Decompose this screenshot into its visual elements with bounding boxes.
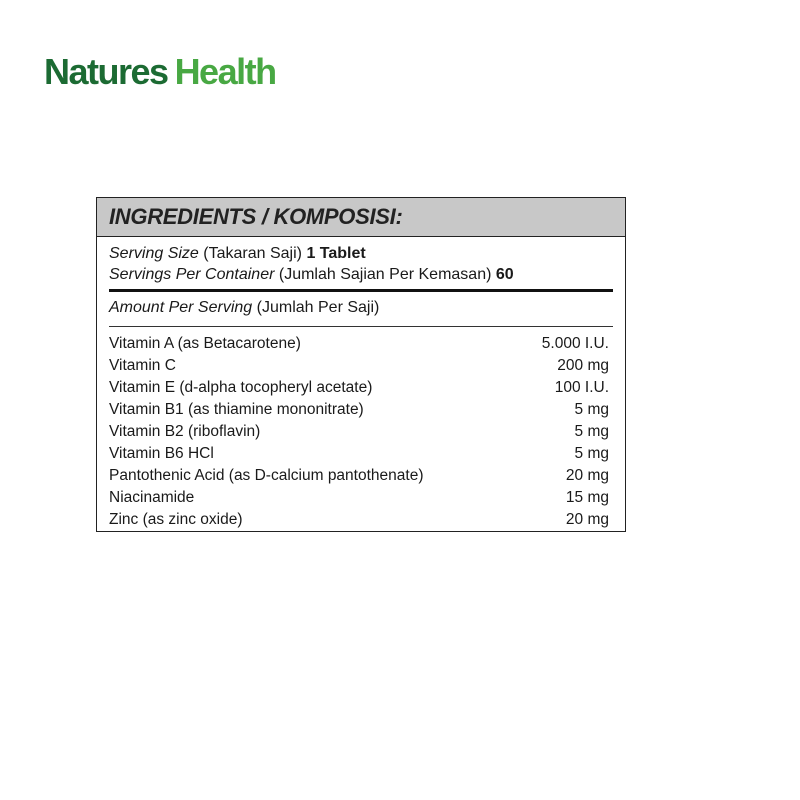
ingredient-name: Vitamin C bbox=[109, 357, 176, 374]
ingredient-amount: 200 mg bbox=[557, 357, 609, 374]
ingredient-row bbox=[109, 377, 613, 399]
brand-name-part2: Health bbox=[174, 51, 276, 92]
ingredient-name: Pantothenic Acid (as D-calcium pantothenate) bbox=[109, 467, 424, 484]
servings-per-container-line bbox=[109, 264, 613, 285]
amount-per-serving-label: Amount Per Serving bbox=[109, 299, 253, 316]
ingredients-panel bbox=[96, 197, 626, 532]
ingredient-row bbox=[109, 399, 613, 421]
panel-body bbox=[109, 237, 613, 531]
ingredient-row bbox=[109, 421, 613, 443]
ingredient-name: Vitamin B1 (as thiamine mononitrate) bbox=[109, 401, 364, 418]
serving-size-line bbox=[109, 243, 613, 264]
ingredient-row bbox=[109, 465, 613, 487]
servings-per-container-label-local: (Jumlah Sajian Per Kemasan) bbox=[278, 266, 492, 283]
ingredient-name: Vitamin A (as Betacarotene) bbox=[109, 335, 301, 352]
ingredient-amount: 5 mg bbox=[574, 401, 609, 418]
ingredient-amount: 5 mg bbox=[574, 445, 609, 462]
amount-per-serving-label-local: (Jumlah Per Saji) bbox=[256, 299, 380, 316]
ingredient-row bbox=[109, 487, 613, 509]
ingredient-name: Vitamin E (d-alpha tocopheryl acetate) bbox=[109, 379, 373, 396]
ingredient-name: Vitamin B2 (riboflavin) bbox=[109, 423, 261, 440]
ingredient-name: Zinc (as zinc oxide) bbox=[109, 511, 243, 528]
serving-size-value: 1 Tablet bbox=[306, 245, 366, 262]
ingredient-list bbox=[109, 327, 613, 531]
ingredient-row bbox=[109, 355, 613, 377]
brand-name-part1: Natures bbox=[44, 51, 168, 92]
ingredient-row bbox=[109, 333, 613, 355]
serving-size-label: Serving Size bbox=[109, 245, 199, 262]
ingredient-row bbox=[109, 509, 613, 531]
brand-logo bbox=[44, 50, 276, 94]
servings-per-container-label: Servings Per Container bbox=[109, 266, 275, 283]
ingredient-amount: 20 mg bbox=[565, 511, 609, 528]
ingredient-amount: 5 mg bbox=[574, 423, 609, 440]
ingredient-row bbox=[109, 443, 613, 465]
serving-size-label-local: (Takaran Saji) bbox=[203, 245, 302, 262]
serving-info bbox=[109, 237, 613, 292]
ingredient-amount: 5.000 I.U. bbox=[541, 335, 609, 352]
panel-header bbox=[97, 198, 625, 237]
ingredient-amount: 20 mg bbox=[565, 467, 609, 484]
panel-title: INGREDIENTS / KOMPOSISI: bbox=[109, 204, 403, 229]
ingredient-name: Niacinamide bbox=[109, 489, 195, 506]
ingredient-amount: 100 I.U. bbox=[554, 379, 609, 396]
ingredient-amount: 15 mg bbox=[565, 489, 609, 506]
servings-per-container-value: 60 bbox=[495, 266, 514, 283]
amount-per-serving-line bbox=[109, 292, 613, 327]
ingredient-name: Vitamin B6 HCl bbox=[109, 445, 214, 462]
